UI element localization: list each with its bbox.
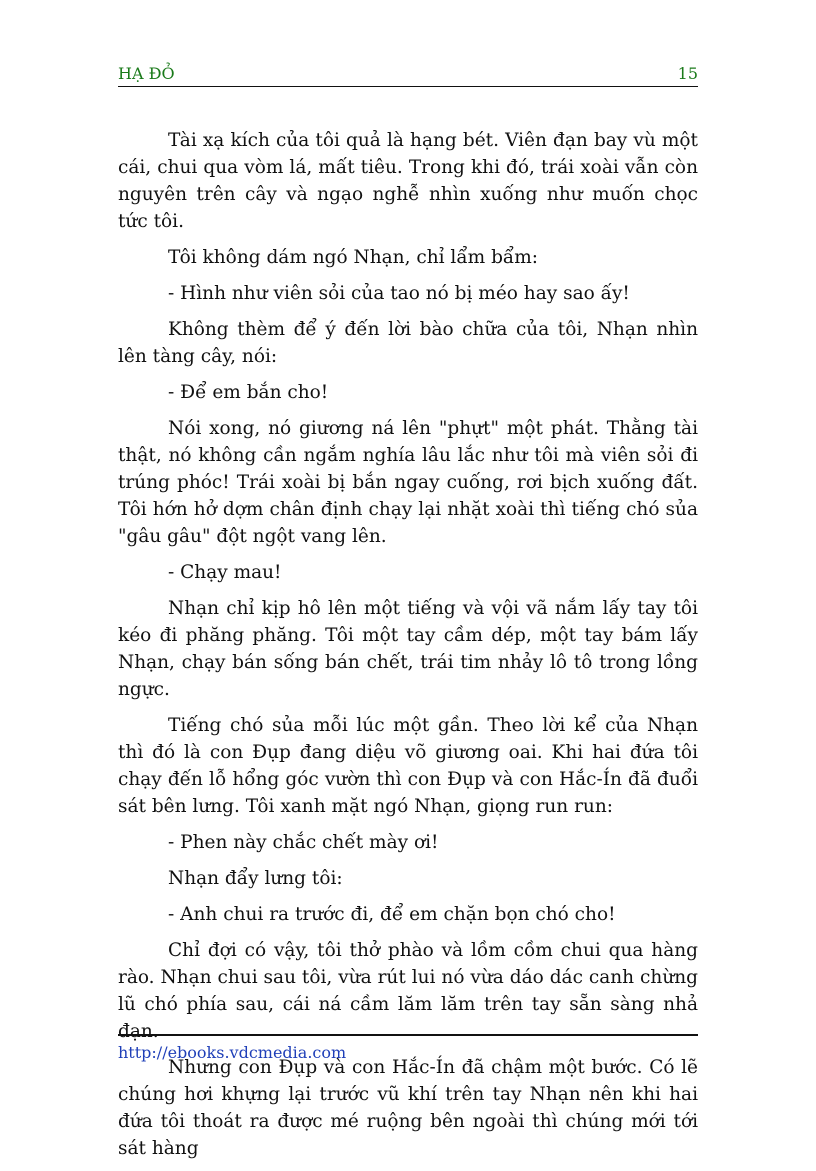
page-header xyxy=(118,64,698,86)
paragraph: Nói xong, nó giương ná lên "phựt" một phát. Thằng tài thật, nó không cần ngắm nghía lâu lắc như tôi mà viên sỏi đi trúng phóc! Trái xoài bị bắn ngay cuống, rơi bịch xuống đất. Tôi hớn hở dợm chân định chạy lại nhặt xoài thì tiếng chó sủa "gâu gâu" đột ngột vang lên. xyxy=(118,418,698,547)
paragraph: Nhạn đẩy lưng tôi: xyxy=(168,868,343,889)
paragraph: Không thèm để ý đến lời bào chữa của tôi, Nhạn nhìn lên tàng cây, nói: xyxy=(118,319,698,367)
page-number: 15 xyxy=(677,64,698,83)
paragraph: - Phen này chắc chết mày ơi! xyxy=(168,832,439,853)
paragraph: Nhạn chỉ kịp hô lên một tiếng và vội vã nắm lấy tay tôi kéo đi phăng phăng. Tôi một tay cầm dép, một tay bám lấy Nhạn, chạy bán sống bán chết, trái tim nhảy lô tô trong lồng ngực. xyxy=(118,598,698,700)
paragraph: - Chạy mau! xyxy=(168,562,282,583)
paragraph: Tiếng chó sủa mỗi lúc một gần. Theo lời kể của Nhạn thì đó là con Đụp đang diệu võ giương oai. Khi hai đứa tôi chạy đến lỗ hổng góc vườn thì con Đụp và con Hắc-Ín đã đuổi sát bên lưng. Tôi xanh mặt ngó Nhạn, giọng run run: xyxy=(118,715,698,817)
paragraph: Tôi không dám ngó Nhạn, chỉ lẩm bẩm: xyxy=(168,247,539,268)
paragraph: - Anh chui ra trước đi, để em chặn bọn chó cho! xyxy=(168,904,616,925)
paragraph: Tài xạ kích của tôi quả là hạng bét. Viên đạn bay vù một cái, chui qua vòm lá, mất tiêu. Trong khi đó, trái xoài vẫn còn nguyên trên cây và ngạo nghễ nhìn xuống như muốn chọc tức tôi. xyxy=(118,130,698,232)
header-rule xyxy=(118,86,698,87)
body-text xyxy=(118,127,698,1171)
book-title: HẠ ĐỎ xyxy=(118,64,175,83)
paragraph: - Để em bắn cho! xyxy=(168,382,329,403)
footer-rule xyxy=(118,1034,698,1036)
paragraph: Nhưng con Đụp và con Hắc-Ín đã chậm một bước. Có lẽ chúng hơi khựng lại trước vũ khí trên tay Nhạn nên khi hai đứa tôi thoát ra được mé ruộng bên ngoài thì chúng mới tới sát hàng xyxy=(118,1057,698,1159)
footer-link[interactable]: http://ebooks.vdcmedia.com xyxy=(118,1043,347,1062)
paragraph: - Hình như viên sỏi của tao nó bị méo hay sao ấy! xyxy=(168,283,630,304)
paragraph: Chỉ đợi có vậy, tôi thở phào và lồm cồm chui qua hàng rào. Nhạn chui sau tôi, vừa rút lui nó vừa dáo dác canh chừng lũ chó phía sau, cái ná cầm lăm lăm trên tay sẵn sàng nhả đạn. xyxy=(118,940,698,1042)
